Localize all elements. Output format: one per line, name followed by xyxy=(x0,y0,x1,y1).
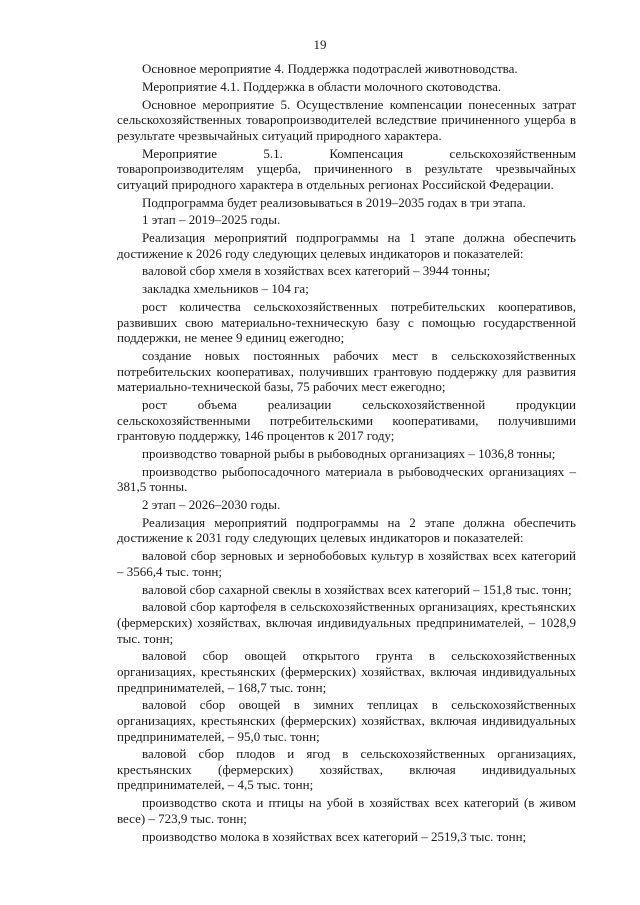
paragraph-new-jobs: создание новых постоянных рабочих мест в сельскохозяйственных потребительских кооперативах, получивших грантовую поддержку для развития материально-технической базы, 75 рабочих мест ежегодно; xyxy=(117,347,576,395)
paragraph-fruits-berries: валовой сбор плодов и ягод в сельскохозяйственных организациях, крестьянских (фермерских) хозяйствах, включая индивидуальных предпринимателей, – 4,5 тыс. тонн; xyxy=(117,746,576,793)
paragraph-greenhouse-vegetables: валовой сбор овощей в зимних теплицах в сельскохозяйственных организациях, крестьянских (фермерских) хозяйствах, включая индивидуальных предпринимателей, – 95,0 тыс. тонн; xyxy=(117,697,576,744)
paragraph-open-ground-vegetables: валовой сбор овощей открытого грунта в сельскохозяйственных организациях, крестьянских (фермерских) хозяйствах, включая индивидуальных предпринимателей, – 168,7 тыс. тонн; xyxy=(117,648,576,695)
paragraph-potato-harvest: валовой сбор картофеля в сельскохозяйственных организациях, крестьянских (фермерских) хозяйствах, включая индивидуальных предпринимателей, – 1028,9 тыс. тонн; xyxy=(117,599,576,646)
paragraph-stage-1-heading: 1 этап – 2019–2025 годы. xyxy=(142,212,281,228)
paragraph-sales-growth: рост объема реализации сельскохозяйственной продукции сельскохозяйственными потребительскими кооперативами, получившими грантовую поддержку, 146 процентов к 2017 году; xyxy=(117,396,576,444)
paragraph-fish-production: производство товарной рыбы в рыбоводных организациях – 1036,8 тонны; xyxy=(142,445,556,461)
paragraph-measure-5-1: Мероприятие 5.1. Компенсация сельскохозяйственным товаропроизводителям ущерба, причиненного в результате чрезвычайных ситуаций природного характера в отдельных регионах Российской Федерации. xyxy=(117,145,576,192)
paragraph-cooperatives-growth: рост количества сельскохозяйственных потребительских кооперативов, развивших свою материально-техническую базу с помощью государственной поддержки, не менее 9 единиц ежегодно; xyxy=(117,299,576,346)
paragraph-stages-intro: Подпрограмма будет реализовываться в 2019–2035 годах в три этапа. xyxy=(142,194,526,210)
paragraph-livestock-poultry: производство скота и птицы на убой в хозяйствах всех категорий (в живом весе) – 723,9 тыс. тонн; xyxy=(117,795,576,826)
paragraph-grain-harvest: валовой сбор зерновых и зернобобовых культур в хозяйствах всех категорий – 3566,4 тыс. тонн; xyxy=(117,548,576,579)
paragraph-stage-2-intro: Реализация мероприятий подпрограммы на 2 этапе должна обеспечить достижение к 2031 году следующих целевых индикаторов и показателей: xyxy=(117,514,576,546)
paragraph-measure-5: Основное мероприятие 5. Осуществление компенсации понесенных затрат сельскохозяйственных товаропроизводителей вследствие причиненного ущерба в результате чрезвычайных ситуаций природного характера. xyxy=(117,96,576,143)
paragraph-fish-stocking-material: производство рыбопосадочного материала в рыбоводческих организациях – 381,5 тонны. xyxy=(117,463,576,495)
paragraph-hops-harvest: валовой сбор хмеля в хозяйствах всех категорий – 3944 тонны; xyxy=(142,263,491,279)
paragraph-stage-2-heading: 2 этап – 2026–2030 годы. xyxy=(142,497,281,513)
paragraph-measure-4-1: Мероприятие 4.1. Поддержка в области молочного скотоводства. xyxy=(142,78,502,94)
paragraph-hop-gardens: закладка хмельников – 104 га; xyxy=(142,281,309,297)
paragraph-milk-production: производство молока в хозяйствах всех категорий – 2519,3 тыс. тонн; xyxy=(142,828,527,844)
document-body xyxy=(117,61,576,846)
paragraph-measure-4: Основное мероприятие 4. Поддержка подотраслей животноводства. xyxy=(142,61,518,76)
paragraph-stage-1-intro: Реализация мероприятий подпрограммы на 1 этапе должна обеспечить достижение к 2026 году следующих целевых индикаторов и показателей: xyxy=(117,230,576,261)
page-number: 19 xyxy=(313,37,327,52)
paragraph-sugar-beet-harvest: валовой сбор сахарной свеклы в хозяйствах всех категорий – 151,8 тыс. тонн; xyxy=(142,581,572,597)
